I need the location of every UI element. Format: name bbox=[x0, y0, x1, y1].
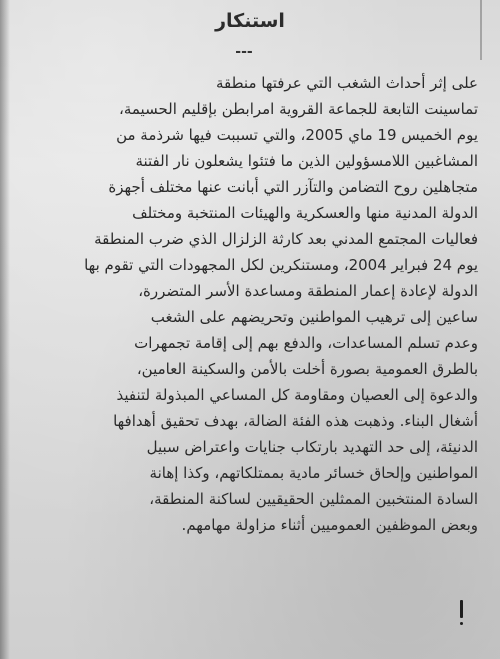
body-line: يوم الخميس 19 ماي 2005، والتي تسببت فيها شرذمة من bbox=[116, 126, 478, 144]
margin-mark bbox=[460, 600, 463, 618]
body-line: فعاليات المجتمع المدني بعد كارثة الزلزال الذي ضرب المنطقة bbox=[94, 230, 478, 248]
body-line: بالطرق العمومية بصورة أخلت بالأمن والسكينة العامين، bbox=[136, 360, 478, 378]
body-line: الدنيئة، إلى حد التهديد بارتكاب جنايات واعتراض سبيل bbox=[146, 438, 478, 456]
body-line: السادة المنتخبين الممثلين الحقيقيين لساكنة المنطقة، bbox=[149, 490, 478, 508]
body-line: وعدم تسلم المساعدات، والدفع بهم إلى إقامة تجمهرات bbox=[134, 334, 478, 352]
body-line: المواطنين وإلحاق خسائر مادية بممتلكاتهم، وكذا إهانة bbox=[149, 464, 478, 482]
document-title: استنكار bbox=[215, 10, 285, 32]
body-line: على إثر أحداث الشغب التي عرفتها منطقة bbox=[215, 74, 478, 92]
body-line: تماسينت التابعة للجماعة القروية امرابطن بإقليم الحسيمة، bbox=[119, 100, 478, 118]
body-line: أشغال البناء. وذهبت هذه الفئة الضالة، بهدف تحقيق أهدافها bbox=[113, 412, 478, 430]
body-line: متجاهلين روح التضامن والتآزر التي أبانت عنها مختلف أجهزة bbox=[108, 178, 478, 196]
body-line: وبعض الموظفين العموميين أثناء مزاولة مهامهم. bbox=[181, 516, 478, 534]
body-line: المشاغبين اللامسؤولين الذين ما فتئوا يشعلون نار الفتنة bbox=[135, 152, 478, 170]
body-line: يوم 24 فبراير 2004، ومستنكرين لكل المجهودات التي تقوم بها bbox=[84, 256, 478, 274]
body-line: ساعين إلى ترهيب المواطنين وتحريضهم على الشغب bbox=[150, 308, 478, 326]
body-line: والدعوة إلى العصيان ومقاومة كل المساعي المبذولة لتنفيذ bbox=[116, 386, 478, 404]
body-line: الدولة لإعادة إعمار المنطقة ومساعدة الأسر المتضررة، bbox=[138, 282, 478, 300]
document-body bbox=[8, 70, 478, 538]
title-separator: --- bbox=[235, 44, 253, 60]
body-line: الدولة المدنية منها والعسكرية والهيئات المنتخبة ومختلف bbox=[132, 204, 478, 222]
